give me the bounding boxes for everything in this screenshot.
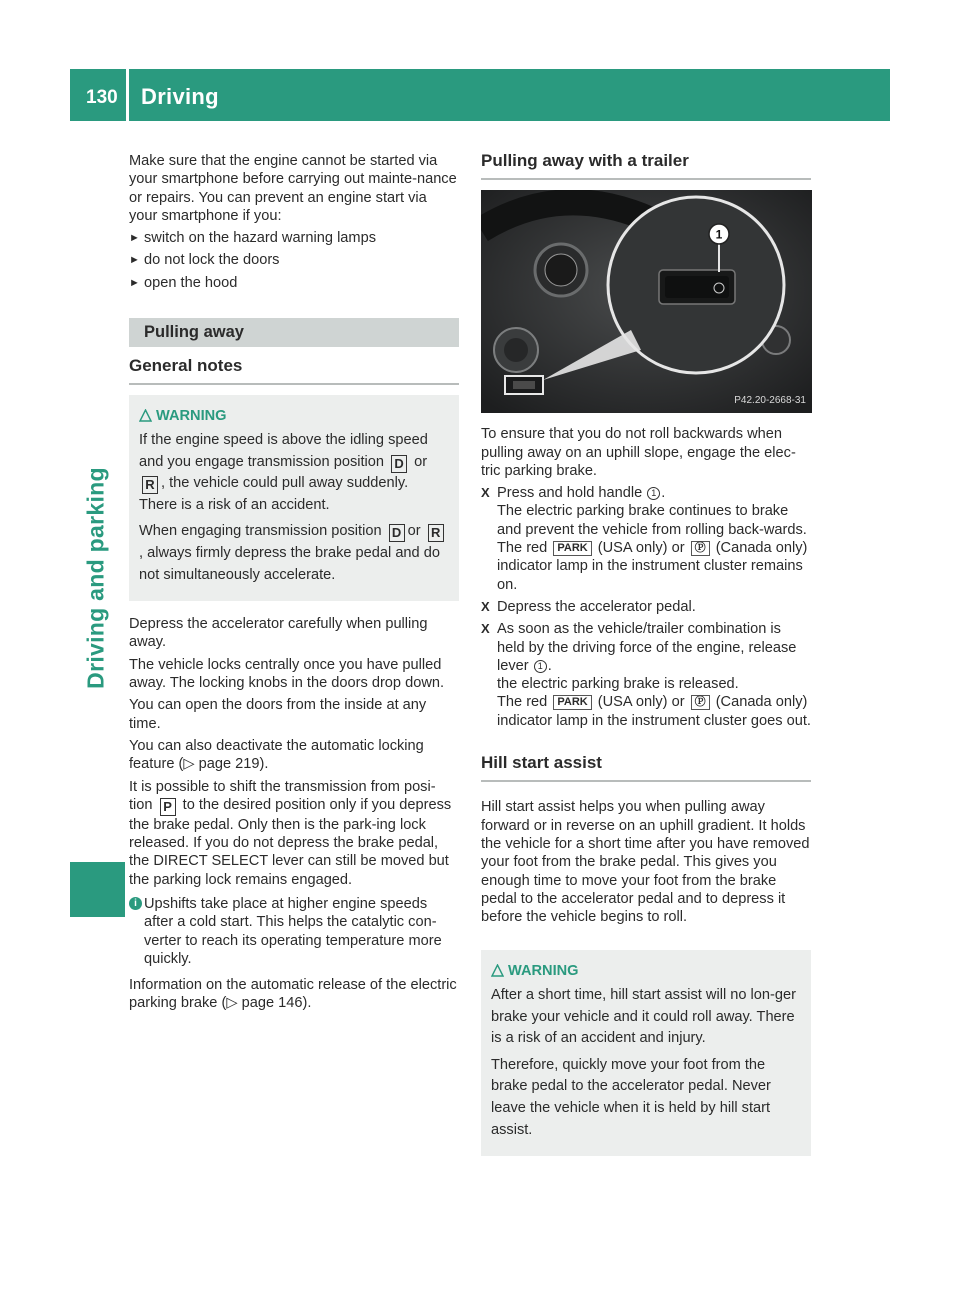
header-divider — [126, 69, 129, 121]
step-text: Press and hold handle — [497, 485, 643, 502]
step-text: As soon as the vehicle/trailer combination is held by the driving force of the engine, release lever — [497, 621, 797, 674]
warning-text: or — [407, 523, 421, 540]
body-paragraph: To ensure that you do not roll backwards when pulling away on an uphill slope, engage the elec-tric parking brake. — [481, 426, 796, 479]
section-heading: Pulling away with a trailer — [481, 152, 811, 180]
bullet-marker: ► — [129, 254, 140, 267]
side-tab — [70, 121, 125, 1257]
warning-box — [481, 950, 811, 1156]
warning-title-text: WARNING — [508, 963, 579, 980]
warning-title — [491, 961, 801, 983]
warning-triangle-icon — [139, 409, 152, 422]
info-text: Upshifts take place at higher engine speeds after a cold start. This helps the catalytic con-verter to reach its operating temperature more quickly. — [144, 895, 442, 967]
step-result: the electric parking brake is released. — [497, 676, 739, 693]
warning-box — [129, 395, 459, 601]
subheading: General notes — [129, 357, 459, 385]
section-heading: Hill start assist — [481, 754, 811, 782]
side-tab-label-wrap — [84, 443, 108, 713]
body-paragraph: Information on the automatic release of the electric parking brake (▷ page 146). — [129, 977, 457, 1012]
step-text: (USA only) or — [597, 540, 685, 557]
info-icon: i — [129, 897, 142, 910]
park-lamp-icon: PARK — [553, 695, 591, 710]
section-title: Pulling away — [144, 323, 244, 342]
section-band — [129, 318, 459, 347]
warning-paragraph: Therefore, quickly move your foot from the brake pedal to the accelerator pedal. Never leave the vehicle when it is held by hill start assist. — [491, 1056, 771, 1138]
step-text: (Canada only) indicator lamp in the instrument cluster remains on. — [497, 540, 808, 593]
list-item — [129, 274, 459, 292]
step-text: Depress the accelerator pedal. — [497, 598, 696, 615]
left-column — [129, 152, 459, 1017]
gear-r-icon: R — [142, 476, 158, 494]
body-text: to the desired position only if you depress the brake pedal. Only then is the park-ing lock released. If you do not depress the brake pedal, the DIRECT SELECT lever can still be moved but the parking lock remains engaged. — [129, 796, 452, 888]
warning-text: When engaging transmission position — [139, 523, 382, 540]
warning-title-text: WARNING — [156, 408, 227, 425]
warning-paragraph: After a short time, hill start assist will no lon-ger brake your vehicle and it could roll away. There is a risk of an accident and injury. — [491, 987, 796, 1047]
body-paragraph: You can open the doors from the inside at any time. — [129, 697, 427, 732]
callout-1-icon: 1 — [534, 660, 547, 673]
body-paragraph: Hill start assist helps you when pulling away forward or in reverse on an uphill gradient. It holds the vehicle for a short time after you have removed your foot from the brake pedal. This gives you enough time to move your foot from the brake pedal to the accelerator pedal and to depress it before the vehicle begins to roll. — [481, 799, 810, 926]
step-result — [497, 693, 811, 730]
intro-paragraph: Make sure that the engine cannot be started via your smartphone before carrying out mainte-nance or repairs. You can prevent an engine start via your smartphone if you: — [129, 153, 457, 224]
side-tab-marker — [70, 862, 125, 917]
step-text: (USA only) or — [597, 694, 685, 711]
right-column — [481, 152, 811, 1170]
parking-brake-lamp-icon: Ⓟ — [691, 541, 710, 556]
park-lamp-icon: PARK — [553, 541, 591, 556]
list-item — [129, 251, 459, 269]
image-code: P42.20-2668-31 — [734, 395, 806, 406]
step-result: The electric parking brake continues to brake and prevent the vehicle from rolling back-wards. — [497, 503, 807, 538]
parking-brake-photo — [481, 190, 812, 413]
list-item-text: do not lock the doors — [144, 252, 280, 269]
warning-triangle-icon — [491, 964, 504, 977]
step-result — [497, 539, 811, 594]
list-item-text: open the hood — [144, 274, 238, 291]
side-tab-label: Driving and parking — [82, 467, 109, 689]
gear-r-icon: R — [428, 524, 444, 542]
warning-text: If the engine speed is above the idling speed and you engage transmission position — [139, 431, 428, 470]
step-text: (Canada only) indicator lamp in the instrument cluster goes out. — [497, 694, 811, 729]
warning-text: or — [414, 453, 428, 470]
gear-p-icon: P — [160, 798, 176, 816]
callout-number: 1 — [715, 227, 723, 242]
page-number: 130 — [86, 87, 118, 108]
warning-paragraph — [139, 521, 449, 586]
step-text: . — [661, 485, 666, 502]
warning-title — [139, 406, 449, 428]
bullet-marker: ► — [129, 276, 140, 289]
info-note — [129, 895, 459, 968]
chapter-title: Driving — [141, 84, 219, 109]
step-text: . — [547, 657, 552, 674]
gear-d-icon: D — [391, 455, 407, 473]
list-item-text: switch on the hazard warning lamps — [144, 230, 376, 247]
step-text: The red — [497, 694, 548, 711]
body-paragraph: Depress the accelerator carefully when pulling away. — [129, 616, 428, 651]
dashboard-illustration — [481, 190, 812, 413]
warning-text: , always firmly depress the brake pedal and do not simultaneously accelerate. — [139, 544, 440, 583]
step-marker: X — [481, 621, 490, 637]
body-paragraph: The vehicle locks centrally once you have pulled away. The locking knobs in the doors drop down. — [129, 656, 445, 692]
instruction-step — [481, 620, 811, 730]
list-item — [129, 229, 459, 247]
body-paragraph — [129, 778, 459, 889]
gear-d-icon: D — [389, 524, 405, 542]
page-header — [70, 69, 890, 121]
warning-text: , the vehicle could pull away suddenly. There is a risk of an accident. — [139, 475, 409, 513]
bullet-marker: ► — [129, 232, 140, 245]
step-marker: X — [481, 598, 490, 614]
body-paragraph: You can also deactivate the automatic locking feature (▷ page 219). — [129, 737, 424, 773]
body-text: It is possible to shift the transmission from posi-tion — [129, 778, 436, 813]
step-text: The red — [497, 540, 548, 557]
parking-brake-lamp-icon: Ⓟ — [691, 695, 710, 710]
instruction-step — [481, 484, 811, 594]
warning-paragraph — [139, 430, 449, 516]
instruction-step — [481, 598, 811, 616]
step-marker: X — [481, 485, 490, 501]
callout-1-icon: 1 — [647, 487, 660, 500]
